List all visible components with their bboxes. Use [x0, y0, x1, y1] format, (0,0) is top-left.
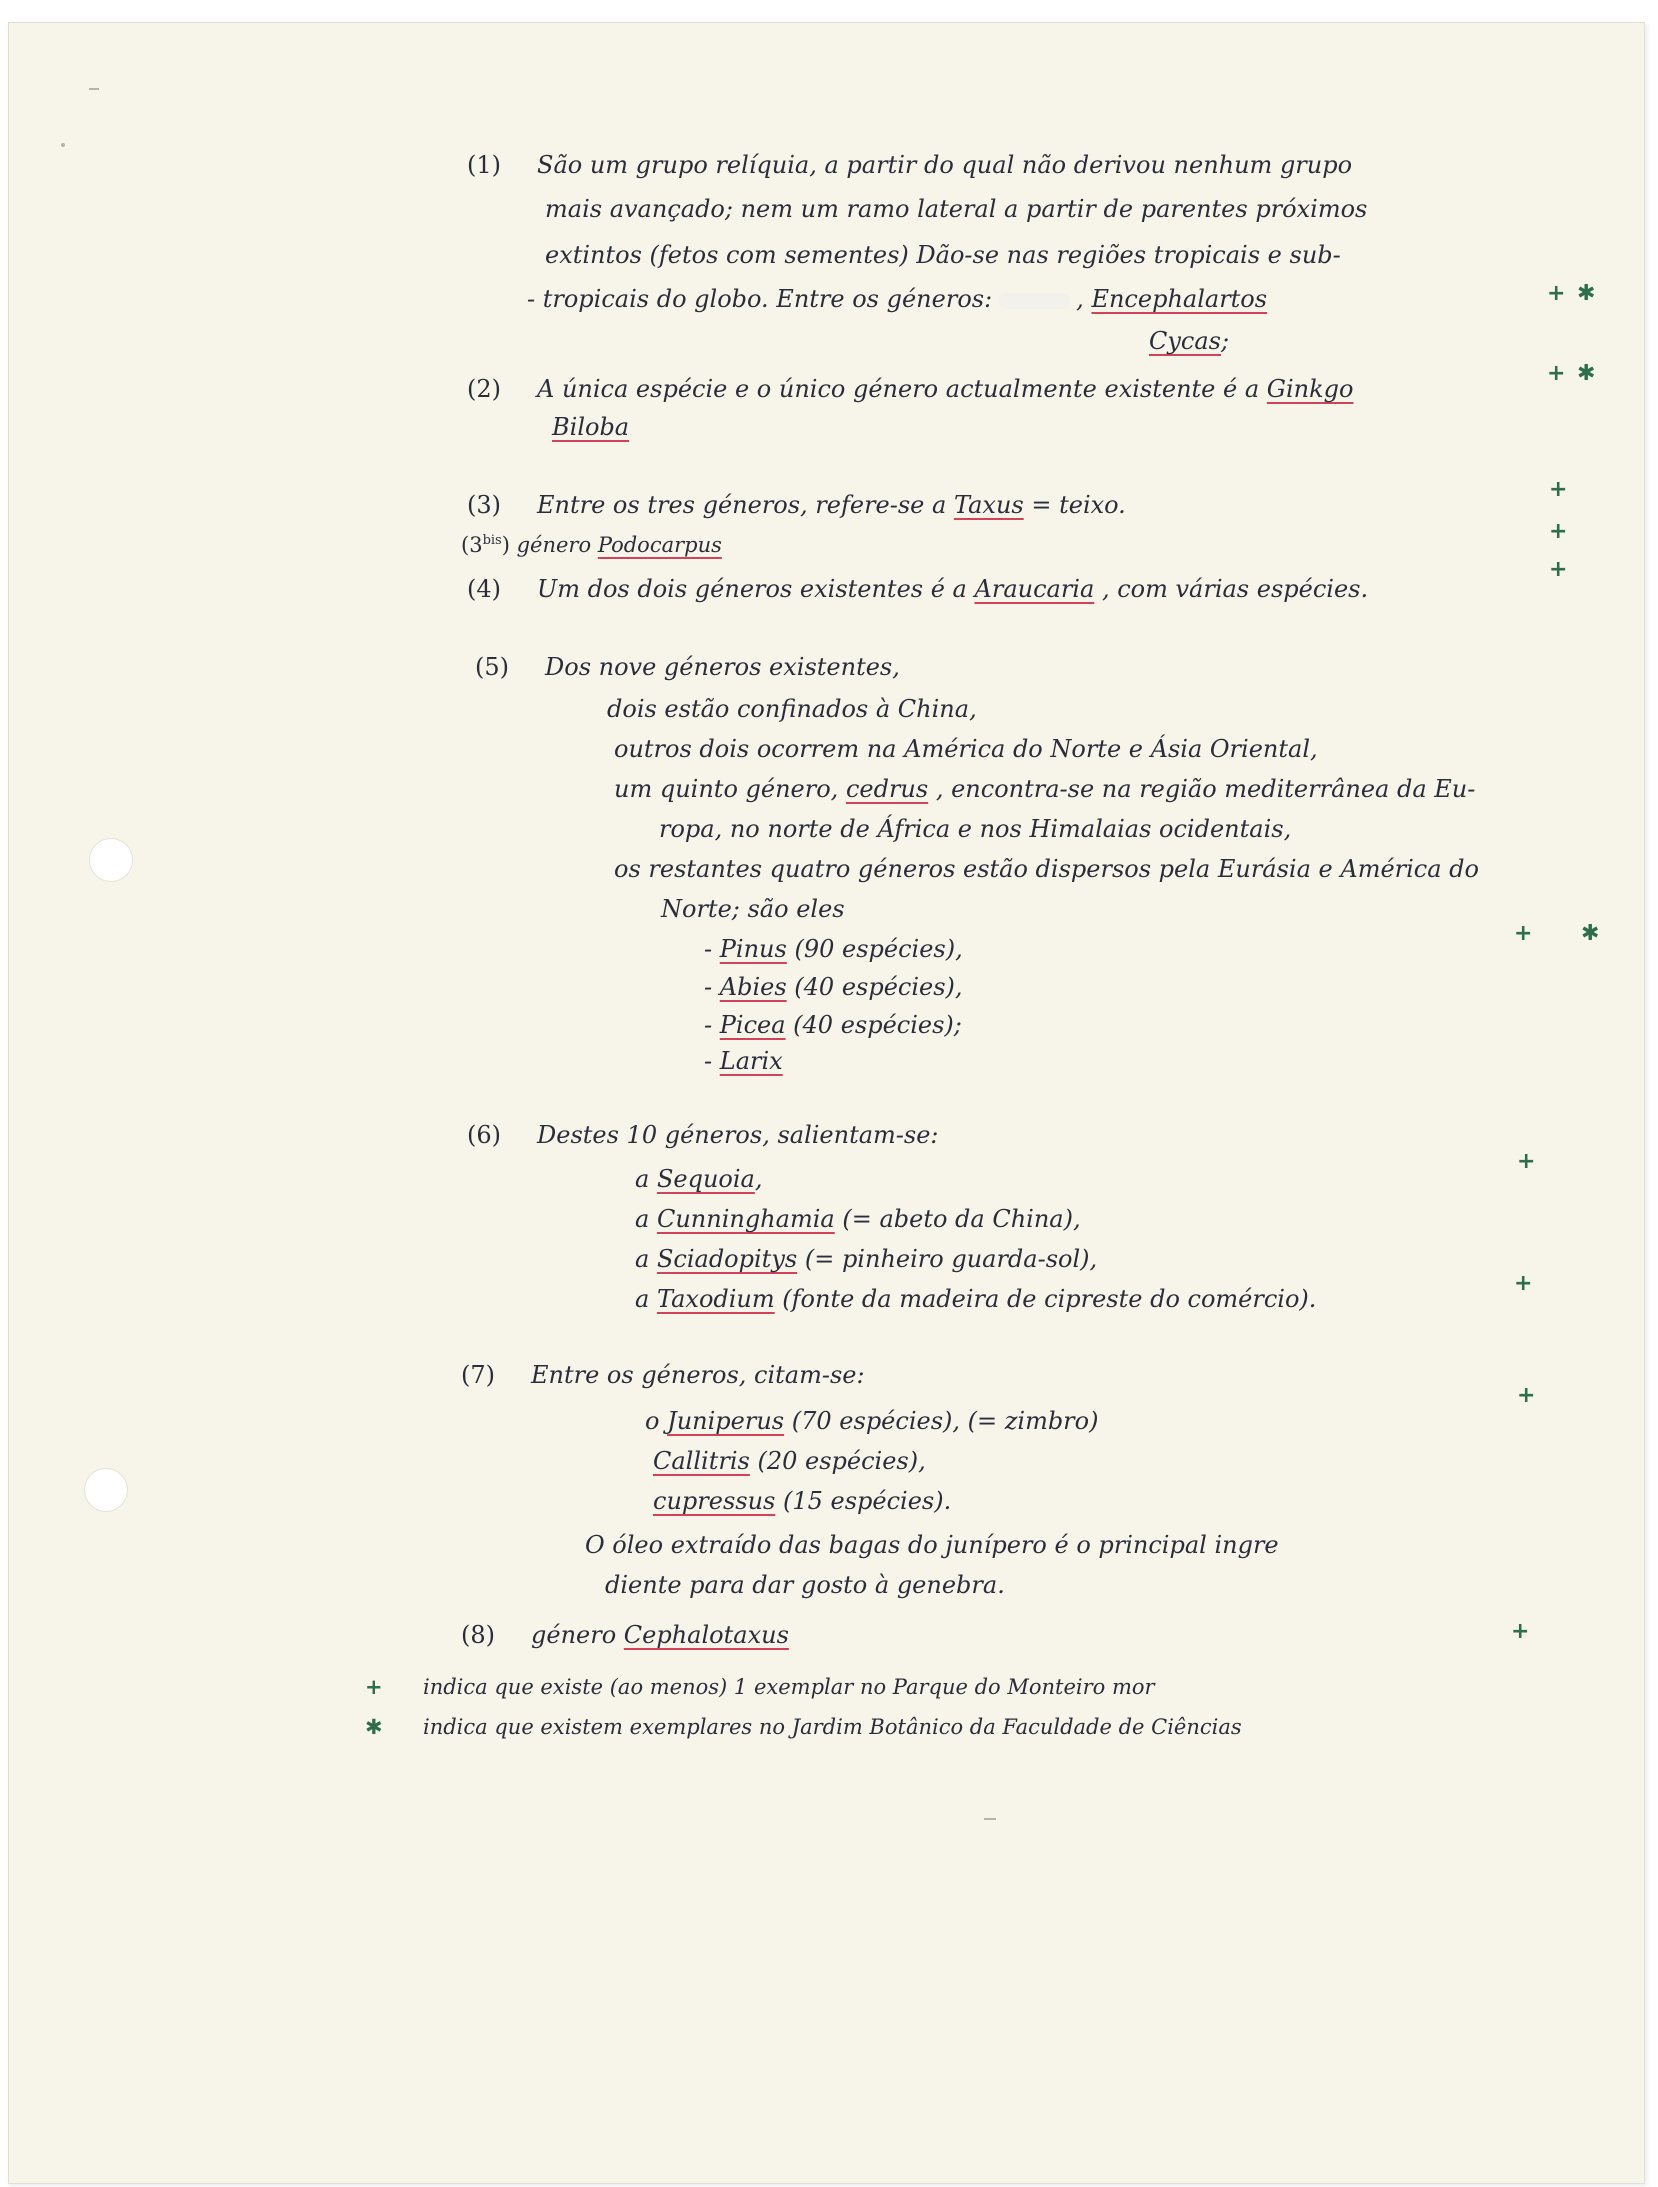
paper-speck	[61, 143, 65, 147]
plus-icon: +	[1549, 519, 1568, 544]
note-number: (6)	[467, 1121, 501, 1149]
note-5-line-5: ropa, no norte de África e nos Himalaias ocidentais,	[659, 815, 1292, 843]
note-5-line-2: dois estão confinados à China,	[607, 695, 977, 723]
genus-picea: Picea	[719, 1011, 786, 1039]
note-8-line-1: (8) género Cephalotaxus	[461, 1621, 789, 1649]
handwritten-page	[8, 22, 1645, 2184]
note-1-line-5: Cycas;	[1149, 327, 1230, 355]
asterisk-icon: ✱	[365, 1715, 383, 1739]
note-number: $(3^{bis})$	[461, 533, 510, 557]
note-number: (7)	[461, 1361, 495, 1389]
plus-icon: +	[1511, 1619, 1530, 1644]
list-item-juniperus: o Juniperus (70 espécies), (= zimbro)	[645, 1407, 1099, 1435]
redacted-genus	[998, 293, 1070, 309]
genus-sciadopitys: Sciadopitys	[656, 1245, 798, 1273]
note-5-line-6: os restantes quatro géneros estão dispersos pela Eurásia e América do	[614, 855, 1479, 883]
note-2-line-2	[552, 413, 629, 441]
genus-larix: Larix	[719, 1047, 783, 1075]
genus-pinus: Pinus	[719, 935, 787, 963]
plus-icon: +	[1514, 1271, 1533, 1296]
genus-cephalotaxus: Cephalotaxus	[623, 1621, 789, 1649]
note-7-line-1: (7) Entre os géneros, citam-se:	[461, 1361, 865, 1389]
note-number: (1)	[467, 151, 501, 179]
genus-juniperus: Juniperus	[667, 1407, 785, 1435]
punch-hole-bottom	[84, 1468, 128, 1512]
note-number: (5)	[475, 653, 509, 681]
list-item-pinus: - Pinus (90 espécies),	[704, 935, 963, 963]
list-item-sciadopitys: a Sciadopitys (= pinheiro guarda-sol),	[635, 1245, 1098, 1273]
note-3-line-1: (3) Entre os tres géneros, refere-se a Taxus = teixo.	[467, 491, 1126, 519]
list-item-abies: - Abies (40 espécies),	[704, 973, 963, 1001]
plus-icon: +	[1517, 1149, 1536, 1174]
note-2-line-1: (2) A única espécie e o único género actualmente existente é a Ginkgo	[467, 375, 1354, 403]
paper-speck	[984, 1818, 996, 1820]
note-number: (4)	[467, 575, 501, 603]
note-7-line-6: diente para dar gosto à genebra.	[605, 1571, 1005, 1599]
genus-cedrus: cedrus	[845, 775, 929, 803]
note-number: (2)	[467, 375, 501, 403]
asterisk-icon: ✱	[1577, 281, 1596, 306]
note-5-line-1: (5) Dos nove géneros existentes,	[475, 653, 900, 681]
note-7-line-5: O óleo extraído das bagas do junípero é o principal ingre	[585, 1531, 1279, 1559]
plus-icon: +	[365, 1675, 383, 1699]
note-5-line-7: Norte; são eles	[661, 895, 845, 923]
note-1-line-2: mais avançado; nem um ramo lateral a partir de parentes próximos	[545, 195, 1368, 223]
genus-taxodium: Taxodium	[656, 1285, 775, 1313]
note-number: (3)	[467, 491, 501, 519]
genus-taxus: Taxus	[953, 491, 1024, 519]
legend-star: ✱ indica que existem exemplares no Jardim Botânico da Faculdade de Ciências	[365, 1715, 1242, 1739]
list-item-cupressus: cupressus (15 espécies).	[653, 1487, 952, 1515]
plus-icon: +	[1549, 477, 1568, 502]
note-1-line-4: - tropicais do globo. Entre os géneros: , Encephalartos	[527, 285, 1268, 313]
plus-icon: +	[1514, 921, 1533, 946]
genus-cupressus: cupressus	[653, 1487, 776, 1515]
list-item-taxodium: a Taxodium (fonte da madeira de cipreste do comércio).	[635, 1285, 1317, 1313]
note-1-line-3: extintos (fetos com sementes) Dão-se nas regiões tropicais e sub-	[545, 241, 1341, 269]
legend-plus: + indica que existe (ao menos) 1 exemplar no Parque do Monteiro mor	[365, 1675, 1155, 1699]
plus-icon: +	[1517, 1383, 1536, 1408]
note-4-line-1: (4) Um dos dois géneros existentes é a Araucaria , com várias espécies.	[467, 575, 1369, 603]
genus-sequoia: Sequoia	[656, 1165, 755, 1193]
genus-podocarpus: Podocarpus	[597, 533, 722, 557]
list-item-larix: - Larix	[704, 1047, 783, 1075]
note-1-line-1: (1) São um grupo relíquia, a partir do qual não derivou nenhum grupo	[467, 151, 1353, 179]
list-item-sequoia: a Sequoia,	[635, 1165, 763, 1193]
genus-ginkgo: Ginkgo	[1266, 375, 1354, 403]
plus-icon: +	[1549, 557, 1568, 582]
note-5-line-3: outros dois ocorrem na América do Norte e Ásia Oriental,	[614, 735, 1318, 763]
plus-icon: +	[1547, 361, 1566, 386]
paper-speck	[89, 88, 99, 90]
plus-icon: +	[1547, 281, 1566, 306]
genus-callitris: Callitris	[653, 1447, 750, 1475]
list-item-cunninghamia: a Cunninghamia (= abeto da China),	[635, 1205, 1081, 1233]
note-6-line-1: (6) Destes 10 géneros, salientam-se:	[467, 1121, 939, 1149]
genus-araucaria: Araucaria	[974, 575, 1095, 603]
note-number: (8)	[461, 1621, 495, 1649]
genus-abies: Abies	[719, 973, 787, 1001]
genus-biloba: Biloba	[552, 413, 630, 441]
genus-cycas: Cycas	[1149, 327, 1221, 355]
punch-hole-top	[89, 838, 133, 882]
genus-cunninghamia: Cunninghamia	[656, 1205, 835, 1233]
note-3bis-line-1: $(3^{bis})$ género Podocarpus	[461, 533, 722, 557]
list-item-callitris: Callitris (20 espécies),	[653, 1447, 926, 1475]
genus-encephalartos: Encephalartos	[1091, 285, 1268, 313]
asterisk-icon: ✱	[1581, 921, 1600, 946]
list-item-picea: - Picea (40 espécies);	[704, 1011, 962, 1039]
note-5-line-4: um quinto género, cedrus , encontra-se na região mediterrânea da Eu-	[614, 775, 1476, 803]
asterisk-icon: ✱	[1577, 361, 1596, 386]
